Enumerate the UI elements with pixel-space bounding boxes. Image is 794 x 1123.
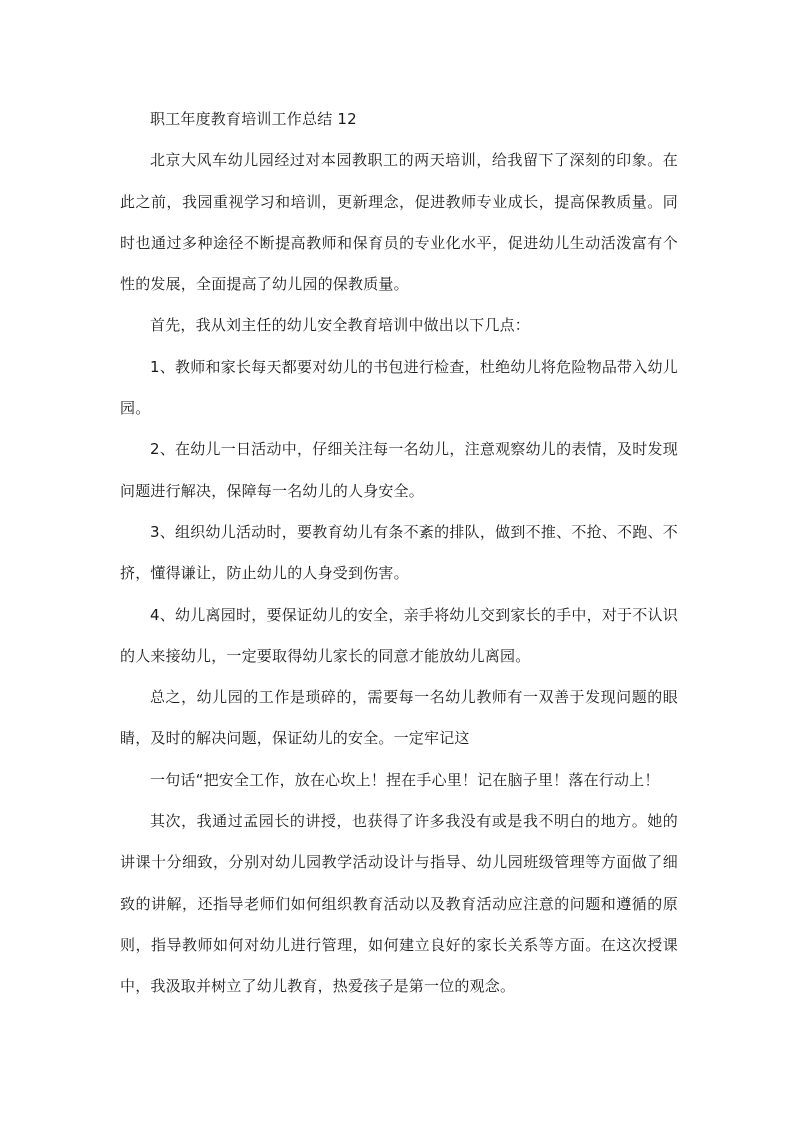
paragraph-item-3: 3、组织幼儿活动时，要教育幼儿有条不紊的排队，做到不推、不抢、不跑、不挤，懂得谦让，防止幼儿的人身受到伤害。 <box>120 522 678 583</box>
document-title: 职工年度教育培训工作总结 12 <box>150 110 357 128</box>
paragraph-item-4: 4、幼儿离园时，要保证幼儿的安全，亲手将幼儿交到家长的手中，对于不认识的人来接幼儿，一定要取得幼儿家长的同意才能放幼儿离园。 <box>120 605 678 665</box>
paragraph-item-2: 2、在幼儿一日活动中，仔细关注每一名幼儿，注意观察幼儿的表情，及时发现问题进行解决，保障每一名幼儿的人身安全。 <box>120 440 678 500</box>
paragraph-intro: 北京大风车幼儿园经过对本园教职工的两天培训，给我留下了深刻的印象。在此之前，我园重视学习和培训，更新理念，促进教师专业成长，提高保教质量。同时也通过多种途径不断提高教师和保育员的专业化水平，促进幼儿生动活泼富有个性的发展，全面提高了幼儿园的保教质量。 <box>120 151 678 294</box>
paragraph-item-1: 1、教师和家长每天都要对幼儿的书包进行检查，杜绝幼儿将危险物品带入幼儿园。 <box>120 357 678 418</box>
paragraph-summary: 总之，幼儿园的工作是琐碎的，需要每一名幼儿教师有一双善于发现问题的眼睛，及时的解决问题，保证幼儿的安全。一定牢记这 <box>120 688 678 748</box>
document-body <box>120 99 678 1008</box>
paragraph-second-point: 其次，我通过孟园长的讲授，也获得了许多我没有或是我不明白的地方。她的讲课十分细致，分别对幼儿园教学活动设计与指导、幼儿园班级管理等方面做了细致的讲解，还指导老师们如何组织教育活动以及教育活动应注意的问题和遵循的原则，指导教师如何对幼儿进行管理，如何建立良好的家长关系等方面。在这次授课中，我汲取并树立了幼儿教育，热爱孩子是第一位的观念。 <box>120 812 678 996</box>
paragraph-slogan: 一句话“把安全工作，放在心坎上！捏在手心里！记在脑子里！落在行动上！ <box>150 770 660 789</box>
paragraph-first-point: 首先，我从刘主任的幼儿安全教育培训中做出以下几点： <box>150 316 531 335</box>
